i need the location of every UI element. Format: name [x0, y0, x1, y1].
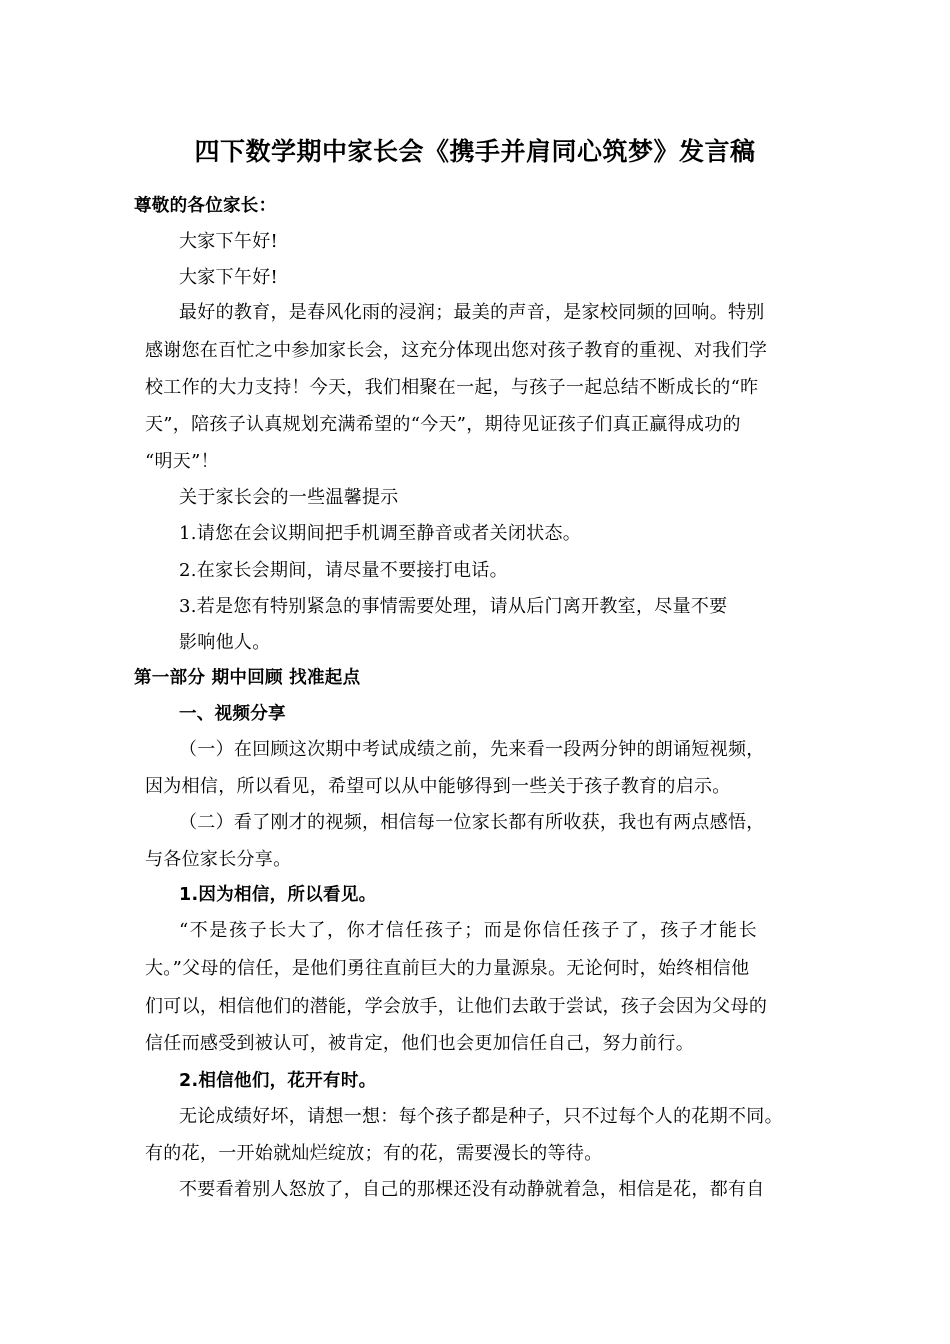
body-line: 不要看着别人怒放了，自己的那棵还没有动静就着急，相信是花，都有自: [179, 1179, 765, 1200]
body-line: “不是孩子长大了，你才信任孩子；而是你信任孩子了，孩子才能长: [179, 920, 759, 941]
document-title: 四下数学期中家长会《携手并肩同心筑梦》发言稿: [194, 137, 756, 166]
body-line: （一）在回顾这次期中考试成绩之前，先来看一段两分钟的朗诵短视频，: [179, 739, 765, 760]
intro-line: 天”，陪孩子认真规划充满希望的“今天”，期待见证孩子们真正赢得成功的: [145, 414, 741, 435]
tip-item-continued: 影响他人。: [179, 632, 271, 653]
point-heading: 1.因为相信，所以看见。: [179, 885, 377, 905]
point-heading: 2.相信他们，花开有时。: [179, 1071, 377, 1091]
intro-line: 校工作的大力支持！今天，我们相聚在一起，与孩子一起总结不断成长的“昨: [145, 377, 759, 398]
body-line: 大。”父母的信任，是他们勇往直前巨大的力量源泉。无论何时，始终相信他: [145, 958, 750, 979]
section-heading: 一、视频分享: [179, 704, 286, 724]
salutation: 尊敬的各位家长：: [134, 196, 277, 216]
tip-item: 3.若是您有特别紧急的事情需要处理，请从后门离开教室，尽量不要: [179, 596, 728, 617]
part-heading: 第一部分 期中回顾 找准起点: [134, 668, 361, 688]
greeting-line: 大家下午好!: [179, 231, 279, 252]
intro-line: 感谢您在百忙之中参加家长会，这充分体现出您对孩子教育的重视、对我们学: [145, 340, 768, 361]
body-line: （二）看了刚才的视频，相信每一位家长都有所收获，我也有两点感悟，: [179, 812, 765, 833]
body-line: 有的花，一开始就灿烂绽放；有的花，需要漫长的等待。: [145, 1143, 603, 1164]
tip-item: 1.请您在会议期间把手机调至静音或者关闭状态。: [179, 523, 582, 544]
body-line: 因为相信，所以看见，希望可以从中能够得到一些关于孩子教育的启示。: [145, 776, 731, 797]
body-line: 无论成绩好坏，请想一想：每个孩子都是种子，只不过每个人的花期不同。: [179, 1106, 783, 1127]
body-line: 与各位家长分享。: [145, 849, 292, 870]
tip-item: 2.在家长会期间，请尽量不要接打电话。: [179, 560, 508, 581]
body-line: 们可以，相信他们的潜能，学会放手，让他们去敢于尝试，孩子会因为父母的: [145, 996, 768, 1017]
intro-line: “明天”！: [145, 451, 219, 472]
tips-heading: 关于家长会的一些温馨提示: [179, 487, 399, 508]
greeting-line: 大家下午好!: [179, 267, 279, 288]
intro-line: 最好的教育，是春风化雨的浸润；最美的声音，是家校同频的回响。特别: [179, 302, 765, 323]
body-line: 信任而感受到被认可，被肯定，他们也会更加信任自己，努力前行。: [145, 1033, 694, 1054]
